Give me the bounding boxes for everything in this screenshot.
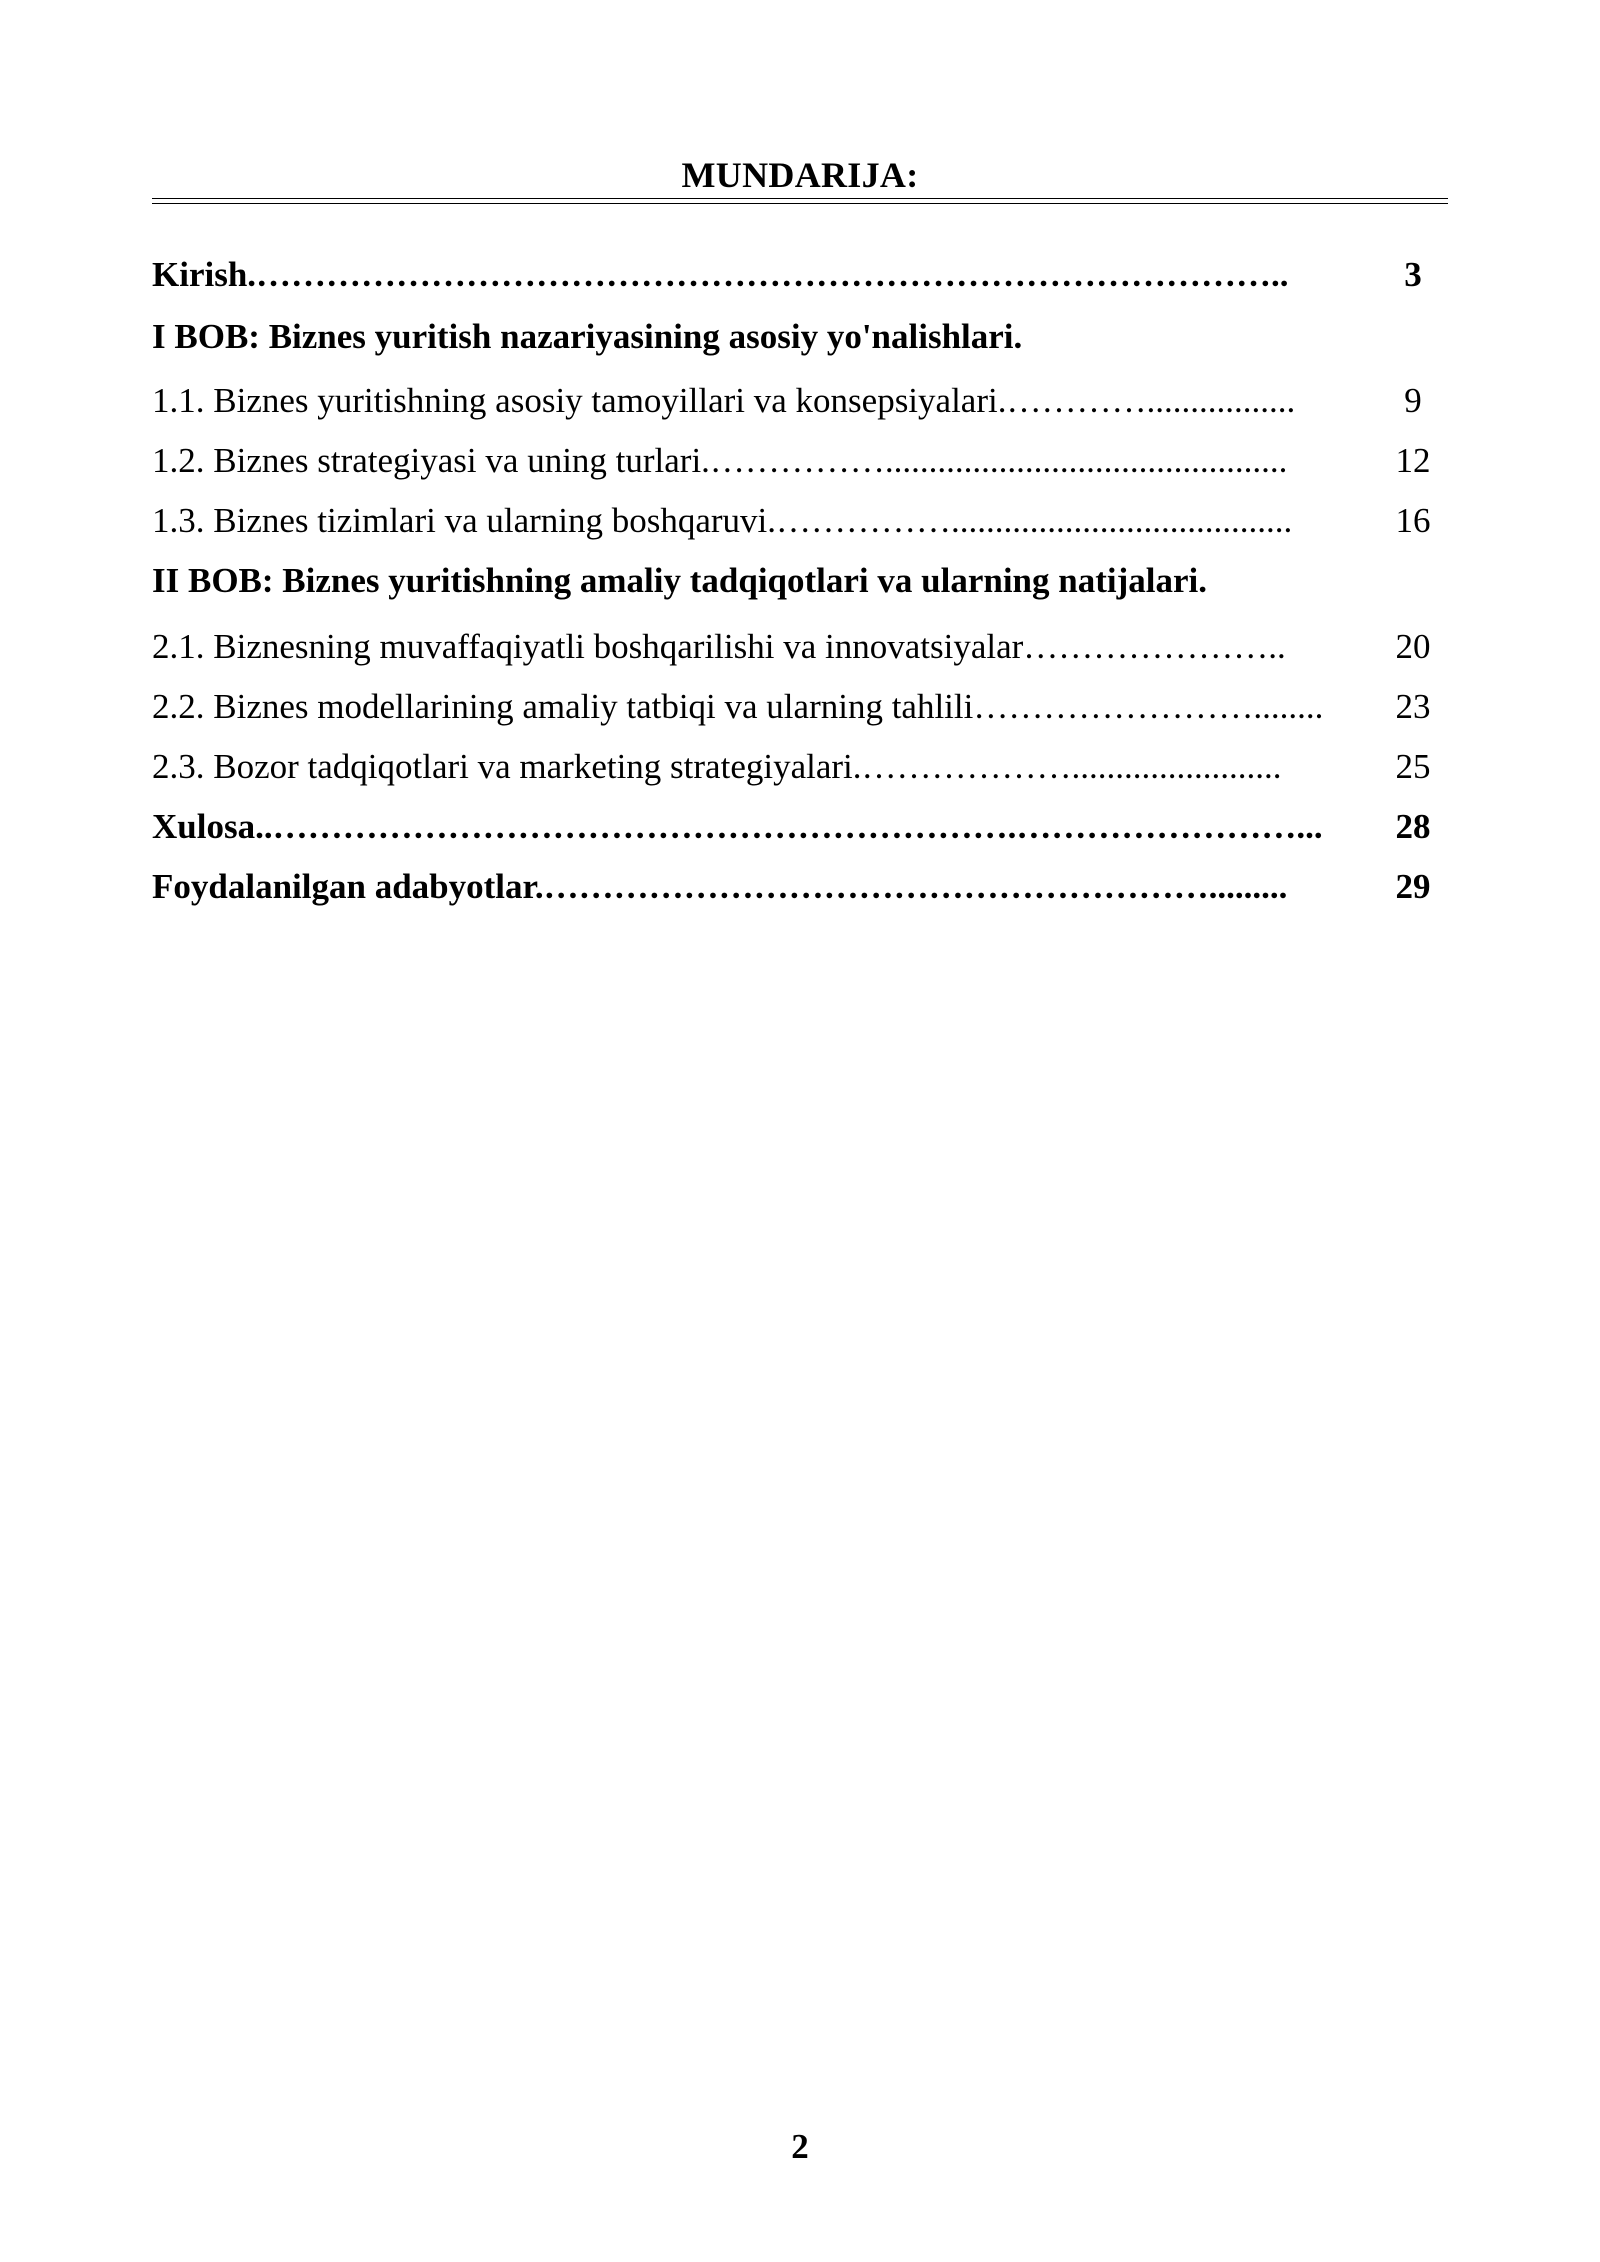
toc-entry-text: 1.1. Biznes yuritishning asosiy tamoyillari va konsepsiyalari.…………................. bbox=[152, 381, 1296, 420]
toc-entry-page: 12 bbox=[1395, 441, 1431, 480]
toc-entry-page: 20 bbox=[1395, 627, 1431, 666]
toc-title: MUNDARIJA: bbox=[681, 155, 919, 195]
toc-entry-page: 29 bbox=[1395, 867, 1431, 906]
title-underline-bottom bbox=[152, 203, 1448, 204]
toc-entry-page: 16 bbox=[1395, 501, 1431, 540]
toc-row-chapter-1 bbox=[152, 312, 1448, 362]
toc-row-1-2 bbox=[152, 436, 1448, 486]
toc-row-xulosa bbox=[152, 802, 1448, 852]
toc-row-2-1 bbox=[152, 622, 1448, 672]
toc-row-references bbox=[152, 862, 1448, 912]
toc-entry-page: 28 bbox=[1395, 807, 1431, 846]
toc-entry-text: 2.3. Bozor tadqiqotlari va marketing strategiyalari.………………........................ bbox=[152, 747, 1282, 786]
toc-row-2-2 bbox=[152, 682, 1448, 732]
toc-entry-page: 25 bbox=[1395, 747, 1431, 786]
toc-entry-text: 2.2. Biznes modellarining amaliy tatbiqi va ularning tahlili……………………........ bbox=[152, 687, 1324, 726]
toc-entry-page: 9 bbox=[1404, 381, 1422, 420]
toc-row-kirish bbox=[152, 250, 1448, 300]
title-underline-top bbox=[152, 198, 1448, 199]
toc-row-2-3 bbox=[152, 742, 1448, 792]
toc-row-1-1 bbox=[152, 376, 1448, 426]
toc-entry-text: Kirish.…………………………………………………………………………….. bbox=[152, 255, 1289, 294]
toc-entry-page: 23 bbox=[1395, 687, 1431, 726]
toc-entry-text: II BOB: Biznes yuritishning amaliy tadqiqotlari va ularning natijalari. bbox=[152, 561, 1208, 600]
toc-entry-text: 1.2. Biznes strategiyasi va uning turlari.…………….............................................. bbox=[152, 441, 1288, 480]
toc-row-chapter-2 bbox=[152, 556, 1448, 606]
toc-row-1-3 bbox=[152, 496, 1448, 546]
toc-entry-text: Xulosa..……………………………………………………….……………………... bbox=[152, 807, 1323, 846]
toc-entry-text: 1.3. Biznes tizimlari va ularning boshqaruvi.……………....................................... bbox=[152, 501, 1293, 540]
toc-entry-text: 2.1. Biznesning muvaffaqiyatli boshqarilishi va innovatsiyalar………………….. bbox=[152, 627, 1286, 666]
toc-entry-text: Foydalanilgan adabyotlar.…………………………………………………......... bbox=[152, 867, 1288, 906]
page-number: 2 bbox=[791, 2127, 809, 2166]
toc-entry-page: 3 bbox=[1404, 255, 1422, 294]
toc-entry-text: I BOB: Biznes yuritish nazariyasining asosiy yo'nalishlari. bbox=[152, 317, 1023, 356]
